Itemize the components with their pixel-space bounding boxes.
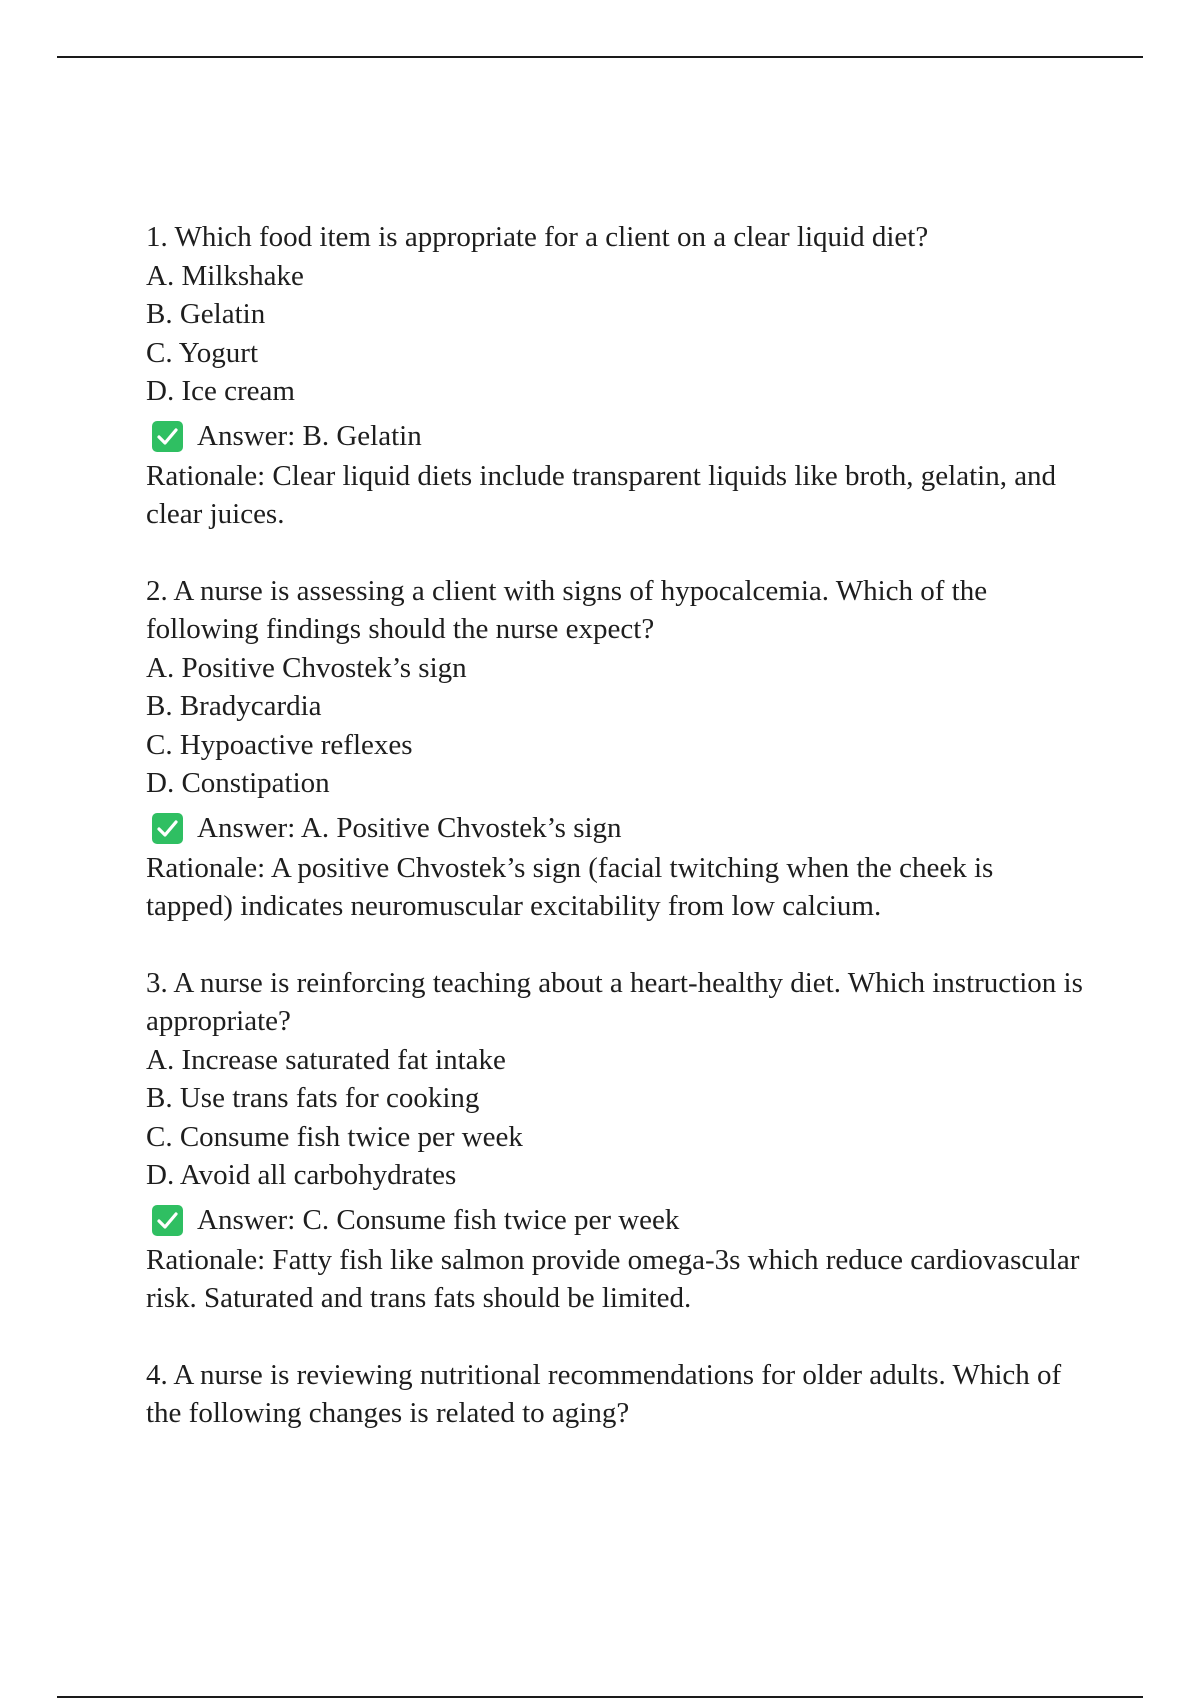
document-body (146, 218, 1086, 1471)
option-c: C. Yogurt (146, 336, 259, 369)
question-block-2 (146, 572, 1086, 926)
answer-text: Answer: B. Gelatin (197, 420, 422, 453)
option-c: C. Hypoactive reflexes (146, 728, 413, 761)
rationale-text: Rationale: Fatty fish like salmon provide omega-3s which reduce cardiovascular risk. Saturated and trans fats should be limited. (146, 1243, 1080, 1314)
answer-text: Answer: C. Consume fish twice per week (197, 1204, 680, 1237)
rationale-text: Rationale: A positive Chvostek’s sign (facial twitching when the cheek is tapped) indicates neuromuscular excitability from low calcium. (146, 851, 994, 922)
check-mark-icon (152, 421, 183, 452)
question-block-3 (146, 964, 1086, 1318)
option-b: B. Use trans fats for cooking (146, 1082, 480, 1114)
option-d: D. Constipation (146, 767, 330, 799)
check-mark-icon (152, 1205, 183, 1236)
answer-line (146, 417, 1086, 457)
answer-text: Answer: A. Positive Chvostek’s sign (197, 812, 622, 845)
option-a: A. Increase saturated fat intake (146, 1043, 506, 1076)
option-list (146, 1041, 1086, 1195)
option-d: D. Avoid all carbohydrates (146, 1159, 457, 1191)
question-block-1 (146, 218, 1086, 534)
top-rule (57, 56, 1143, 58)
question-block-4 (146, 1356, 1086, 1433)
option-list (146, 257, 1086, 411)
option-list (146, 649, 1086, 803)
option-b: B. Bradycardia (146, 690, 322, 722)
bottom-rule (57, 1696, 1143, 1698)
answer-line (146, 1201, 1086, 1241)
option-d: D. Ice cream (146, 375, 295, 407)
option-a: A. Positive Chvostek’s sign (146, 651, 467, 684)
question-text: 1. Which food item is appropriate for a client on a clear liquid diet? (146, 221, 929, 253)
rationale-text: Rationale: Clear liquid diets include transparent liquids like broth, gelatin, and clear juices. (146, 459, 1057, 530)
option-c: C. Consume fish twice per week (146, 1120, 523, 1153)
question-text: 2. A nurse is assessing a client with signs of hypocalcemia. Which of the following findings should the nurse expect? (146, 574, 988, 645)
question-text: 3. A nurse is reinforcing teaching about a heart-healthy diet. Which instruction is appropriate? (146, 966, 1083, 1037)
question-text: 4. A nurse is reviewing nutritional recommendations for older adults. Which of the following changes is related to aging? (146, 1358, 1062, 1429)
option-b: B. Gelatin (146, 298, 266, 330)
answer-line (146, 809, 1086, 849)
check-mark-icon (152, 813, 183, 844)
option-a: A. Milkshake (146, 259, 304, 292)
